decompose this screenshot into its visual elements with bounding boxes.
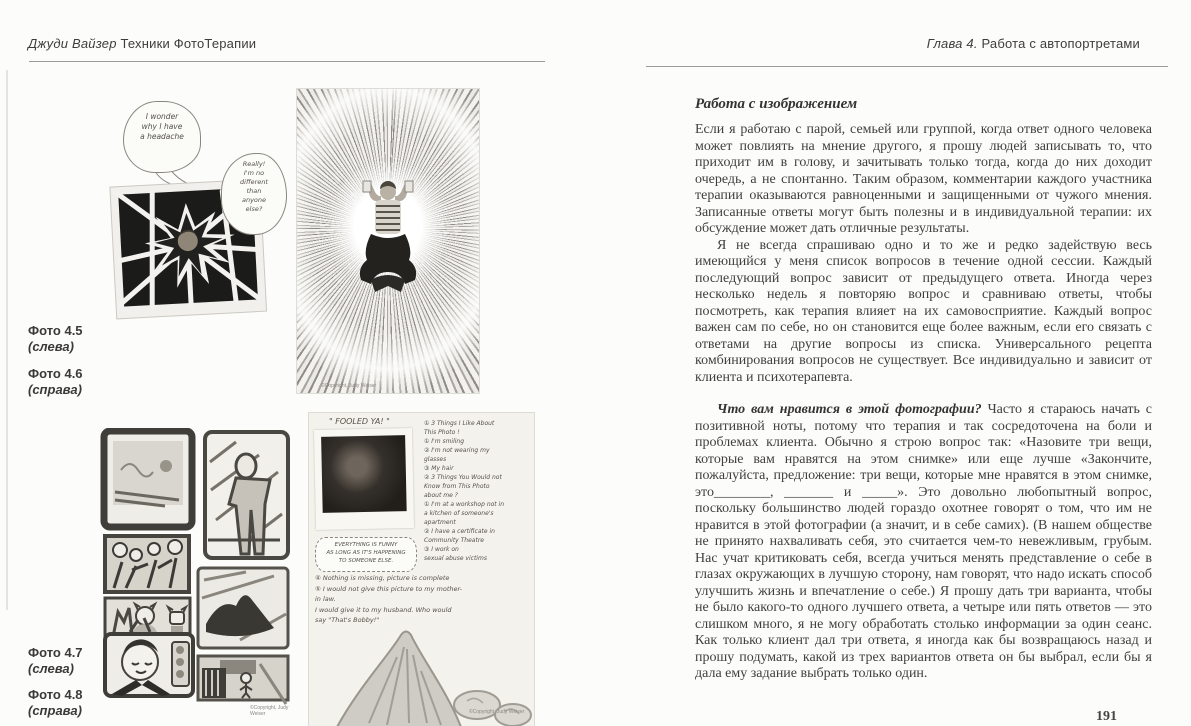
right-running-head-title: Работа с автопортретами (977, 36, 1140, 51)
right-header-rule (646, 66, 1168, 67)
photo-4-7-copyright: ©Copyright, Judy Weiser (250, 705, 289, 717)
caption-photo-4-8-position: (справа) (28, 703, 82, 718)
caption-photo-4-7 (28, 645, 83, 677)
section-title: Работа с изображением (695, 96, 858, 112)
journal-speech-bubble: EVERYTHING IS FUNNY AS LONG AS IT'S HAPPENING TO SOMEONE ELSE. (315, 537, 417, 572)
left-running-head (28, 36, 256, 51)
speech-bubble-left-line: why I have (141, 122, 183, 131)
photo-4-8-copyright: ©Copyright, Judy Weiser (469, 709, 525, 715)
caption-photo-4-8 (28, 687, 83, 719)
article-column (695, 95, 1152, 683)
speech-bubble-right (221, 153, 287, 235)
page-number: 191 (1096, 709, 1117, 724)
figure-photo-4-6 (296, 88, 480, 394)
speech-bubble-right-line: Really! (242, 160, 266, 168)
speech-bubble-left-line: a headache (140, 132, 184, 141)
caption-photo-4-8-number: Фото 4.8 (28, 687, 83, 702)
caption-photo-4-6-position: (справа) (28, 382, 82, 397)
question-body: Часто я стараюсь начать с позитивной ноты, потому что терапия и так сосредоточена на боли и проблемах клиента. Обычно я строю вопрос так: «Назовите три вещи, которые вам нравятся на этом снимке» или еще лучше «Закончите, пожалуйста, предложение: три вещи, которые мне нравятся в этом снимке, это________, _______ и _____». Это довольно любопытный вопрос, поскольку большинство людей гораздо охотнее говорят о том, что им не нравится в этой фотографии (а значит, и в себе самих). (В нашем обществе не принято нахваливать себя, это считается чем-то невежливым, грубым. Нас учат критиковать себя, всегда учиться менять представление о себе в глазах окружающих в лучшую сторону, нам говорят, что надо искать способ улучшить жизнь и впечатление о себе.) Я прошу дать три варианта, чтобы не было какого-то одного лучшего ответа, а четыре или пять ответов — это слишком много, я не могу обработать столько информации за один сеанс. Как только клиент дал три ответа, я иногда как бы возвращаюсь назад и прошу подумать, какой из трех вариантов ответа он бы выбрал, если бы я дала ему задание выбрать только один. (695, 402, 1152, 681)
journal-notes: ① 3 Things I Like About This Photo ! ① I'm smiling ② I'm not wearing my glasses ③ My hair ② 3 Things You Would not Know from This Photo about me ? ① I'm at a workshop not in a kitchen of someone's apartment ② I have a certificate in Community Theatre ③ I work on sexual abuse victims (424, 420, 505, 562)
paragraph-1: Если я работаю с парой, семьей или группой, когда ответ одного человека может повлиять на мнение другого, я прошу людей записывать то, что приходит им в голову, и зачитывать только тогда, когда до них доходит очередь, а не спонтанно. Таким образом, комментарии каждого участника терапии оказываются равноценными и защищенными от чужого мнения. Записанные ответы могут быть полезны и в индивидуальной терапии: их обсуждение может дать отличные результаты. (695, 122, 1152, 236)
speech-bubble-right-line: anyone (241, 196, 267, 204)
photo-4-6-copyright: ©Copyright, Judy Weiser (321, 383, 377, 389)
paragraph-2: Я не всегда спрашиваю одно и то же и редко задействую весь имеющийся у меня список вопросов в течение одной сессии. Каждый последующий вопрос зависит от предыдущего ответа. Иногда через несколько недель я повторяю вопрос и сравниваю ответы, чтобы посмотреть, как терапия влияет на их самовосприятие. Каждый вопрос важен сам по себе, но он становится еще более важным, если его связать с ответами на другие вопросы из списка. Универсального рецепта комбинирования вопросов не существует. Все индивидуально и зависит от клиента и психотерапевта. (695, 237, 1152, 385)
right-running-head (927, 36, 1140, 51)
paragraph-3 (695, 402, 1152, 683)
caption-photo-4-5 (28, 323, 83, 355)
caption-photo-4-6-number: Фото 4.6 (28, 366, 83, 381)
speech-bubble-right-line: I'm no (243, 169, 265, 177)
figure-photo-4-5 (95, 95, 295, 335)
burst-center-figure (297, 89, 479, 393)
caption-photo-4-5-number: Фото 4.5 (28, 323, 83, 338)
journal-polaroid-photo (314, 428, 414, 530)
speech-bubble-left (123, 101, 201, 173)
left-header-rule (29, 61, 545, 62)
journal-answers: ④ Nothing is missing, picture is complete ⑤ I would not give this picture to my mother- in law. I would give it to my husband. Who would say "That's Bobby!" (315, 574, 463, 624)
left-running-head-author: Джуди Вайзер (28, 36, 117, 51)
left-running-head-title: Техники ФотоТерапии (116, 36, 257, 51)
right-running-head-chapter: Глава 4. (926, 36, 978, 51)
figure-photo-4-7 (100, 428, 290, 717)
question-lead: Что вам нравится в этой фотографии? (717, 402, 982, 417)
journal-polaroid-image (321, 435, 407, 513)
journal-photo-title: " FOOLED YA! " (329, 417, 390, 426)
figure-photo-4-8 (308, 412, 535, 726)
speech-bubble-right-line: else? (245, 205, 263, 213)
sketch-grid-drawing (100, 428, 290, 713)
caption-photo-4-7-position: (слева) (28, 661, 74, 676)
speech-bubble-right-line: than (246, 187, 262, 195)
speech-bubble-left-line: I wonder (145, 112, 179, 121)
scan-edge (6, 70, 8, 610)
speech-bubble-right-line: different (240, 178, 268, 186)
caption-photo-4-7-number: Фото 4.7 (28, 645, 83, 660)
caption-photo-4-5-position: (слева) (28, 339, 74, 354)
caption-photo-4-6 (28, 366, 83, 398)
